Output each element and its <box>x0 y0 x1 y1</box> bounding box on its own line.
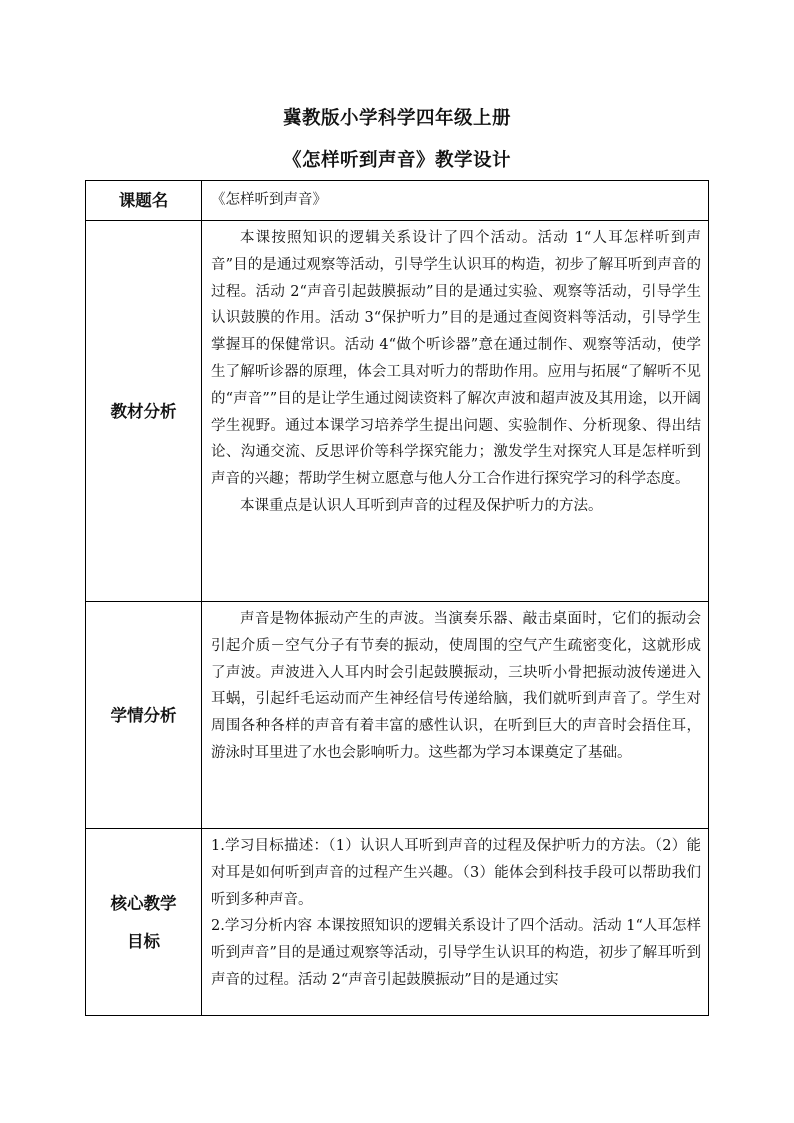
material-analysis-paragraph-2: 本课重点是认识人耳听到声音的过程及保护听力的方法。 <box>240 497 603 514</box>
table-row-topic <box>86 181 709 221</box>
row-label-student-analysis: 学情分析 <box>86 602 202 829</box>
material-analysis-paragraph-1: 本课按照知识的逻辑关系设计了四个活动。活动 1“人耳怎样听到声音”目的是通过观察等活动，引导学生认识耳的构造，初步了解耳听到声音的过程。活动 2“声音引起鼓膜振动”目的是通过实验、观察等活动，引导学生认识鼓膜的作用。活动 3“保护听力”目的是通过查阅资料等活动，引导学生掌握耳的保健常识。活动 4“做个听诊器”意在通过制作、观察等活动，使学生了解听诊器的原理，体会工具对听力的帮助作用。应用与拓展“了解听不见的“声音””目的是让学生通过阅读资料了解次声波和超声波及其用途，以开阔学生视野。通过本课学习培养学生提出问题、实验制作、分析现象、得出结论、沟通交流、反思评价等科学探究能力；激发学生对探究人耳是怎样听到声音的兴趣；帮助学生树立愿意与他人分工合作进行探究学习的科学态度。 <box>211 230 701 488</box>
core-goals-paragraph-2: 2.学习分析内容 本课按照知识的逻辑关系设计了四个活动。活动 1“人耳怎样听到声音”目的是通过观察等活动，引导学生认识耳的构造，初步了解耳听到声音的过程。活动 2“声音引起鼓膜振动”目的是通过实 <box>211 918 701 988</box>
document-title: 冀教版小学科学四年级上册 <box>282 108 511 129</box>
row-label-core-goals-line-1: 核心教学 <box>110 893 177 913</box>
table-row-material-analysis <box>86 221 709 602</box>
student-analysis-paragraph-1: 声音是物体振动产生的声波。当演奏乐器、敲击桌面时，它们的振动会引起介质－空气分子有节奏的振动，使周围的空气产生疏密变化，这就形成了声波。声波进入人耳内时会引起鼓膜振动，三块听小骨把振动波传递进入耳蜗，引起纤毛运动而产生神经信号传递给脑，我们就听到声音了。学生对周围各种各样的声音有着丰富的感性认识，在听到巨大的声音时会捂住耳，游泳时耳里进了水也会影响听力。这些都为学习本课奠定了基础。 <box>211 611 701 761</box>
document-subtitle: 《怎样听到声音》教学设计 <box>282 150 511 171</box>
student-analysis-content <box>202 602 709 829</box>
topic-value <box>202 181 709 221</box>
core-goals-content <box>202 829 709 1016</box>
lesson-plan-table <box>85 180 709 1016</box>
row-label-topic: 课题名 <box>86 181 202 221</box>
row-label-core-goals <box>86 829 202 1016</box>
table-row-student-analysis <box>86 602 709 829</box>
topic-text: 《怎样听到声音》 <box>211 192 327 209</box>
material-analysis-content <box>202 221 709 602</box>
core-goals-paragraph-1: 1.学习目标描述：（1）认识人耳听到声音的过程及保护听力的方法。（2）能对耳是如何听到声音的过程产生兴趣。（3）能体会到科技手段可以帮助我们听到多种声音。 <box>211 838 701 908</box>
table-row-core-goals <box>86 829 709 1016</box>
row-label-material-analysis: 教材分析 <box>86 221 202 602</box>
row-label-core-goals-line-2: 目标 <box>127 931 160 951</box>
